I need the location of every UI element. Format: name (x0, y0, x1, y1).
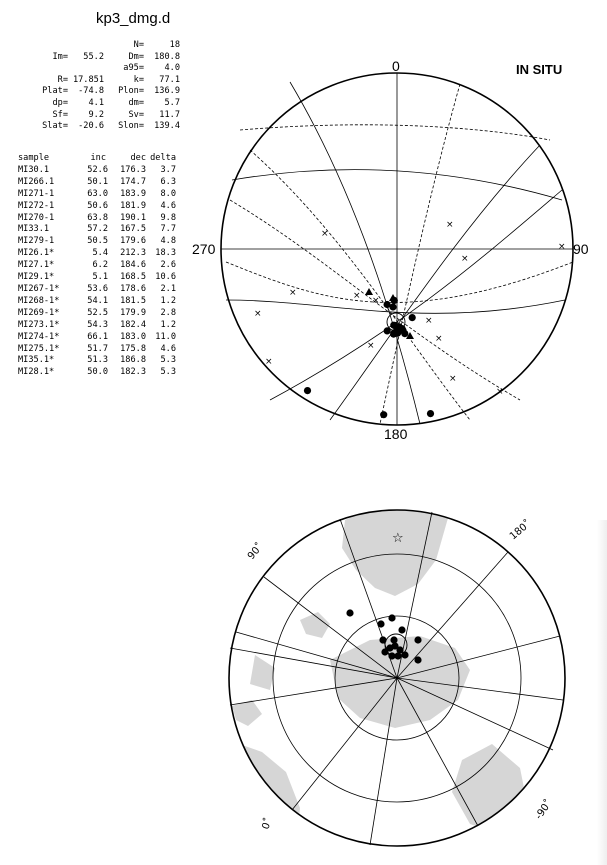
cross-marker: × (435, 334, 443, 344)
stat-value: 4.0 (164, 63, 180, 74)
direction-point (380, 411, 387, 418)
table-cell: 50.0 (87, 367, 108, 378)
vgp-point (388, 614, 395, 621)
in-situ-label: IN SITU (516, 62, 563, 77)
table-cell: 8.0 (160, 188, 176, 199)
table-cell: 57.2 (87, 224, 108, 235)
table-cell: MI29.1* (18, 272, 55, 283)
direction-point (390, 322, 397, 329)
stat-value: 11.7 (159, 109, 180, 120)
stat-value: 77.1 (159, 74, 180, 85)
table-cell: MI27.1* (18, 260, 55, 271)
stat-key: Plat= (42, 86, 68, 97)
table-cell: 168.5 (120, 272, 146, 283)
table-cell: 6.3 (160, 176, 176, 187)
stat-key: a95= (123, 63, 144, 74)
stat-key: N= (133, 40, 144, 50)
west-label: 270 (192, 241, 216, 257)
site-star-icon: ☆ (392, 531, 404, 546)
polar-map (228, 503, 565, 850)
table-cell: 10.6 (155, 272, 176, 283)
table-cell: MI271-1 (18, 188, 55, 199)
table-cell: 190.1 (120, 212, 146, 223)
stat-value: 18 (169, 40, 180, 50)
great-circle (226, 262, 573, 303)
great-circle (380, 84, 460, 424)
table-cell: 4.8 (160, 236, 176, 247)
triangle-marker (365, 288, 373, 295)
stat-value: -20.6 (78, 121, 104, 132)
table-cell: 51.3 (87, 355, 108, 366)
file-title: kp3_dmg.d (96, 10, 171, 27)
cross-marker: × (558, 242, 566, 252)
north-label: 0 (392, 58, 400, 74)
stat-key: Im= (52, 51, 68, 62)
cross-marker: × (289, 288, 297, 298)
stat-key: Dm= (128, 51, 144, 62)
cross-marker: × (367, 341, 375, 351)
table-cell: 50.1 (87, 176, 108, 187)
table-cell: sample (18, 153, 50, 163)
table-cell: 182.4 (120, 319, 146, 330)
table-cell: 63.0 (87, 188, 108, 199)
stat-key: Slon= (118, 121, 144, 132)
table-cell: dec (130, 153, 146, 163)
stat-value: 139.4 (154, 121, 180, 132)
vgp-point (346, 609, 353, 616)
table-cell: inc (90, 153, 106, 163)
table-cell: 1.2 (160, 319, 176, 330)
table-cell: 18.3 (155, 248, 176, 259)
cross-marker: × (353, 291, 361, 301)
cross-marker: × (425, 316, 433, 326)
table-cell: MI274-1* (18, 331, 60, 342)
table-cell: 174.7 (120, 176, 146, 187)
great-circle (270, 190, 562, 400)
table-cell: 63.8 (87, 212, 108, 223)
stat-key: Plon= (118, 86, 144, 97)
table-cell: 183.9 (120, 188, 146, 199)
table-cell: 5.3 (160, 367, 176, 378)
vgp-point (377, 620, 384, 627)
table-cell: 182.3 (120, 367, 146, 378)
direction-point (409, 314, 416, 321)
table-cell: MI26.1* (18, 248, 55, 259)
table-cell: delta (150, 153, 176, 163)
table-cell: 5.4 (92, 248, 108, 259)
table-cell: MI267-1* (18, 283, 60, 294)
vgp-point (414, 636, 421, 643)
cross-marker: × (449, 374, 457, 384)
table-cell: 2.8 (160, 307, 176, 318)
table-cell: 2.1 (160, 283, 176, 294)
stat-key: Sf= (52, 109, 68, 120)
table-cell: 167.5 (120, 224, 146, 235)
table-cell: 52.6 (87, 164, 108, 175)
direction-point (390, 331, 397, 338)
cross-marker: × (461, 254, 469, 264)
table-cell: 66.1 (87, 331, 108, 342)
table-cell: 50.5 (87, 236, 108, 247)
table-cell: 186.8 (120, 355, 146, 366)
table-cell: MI266.1 (18, 176, 55, 187)
stat-key: dp= (52, 97, 68, 108)
table-cell: MI268-1* (18, 295, 60, 306)
stat-value: 17.851 (72, 74, 104, 85)
table-cell: 179.9 (120, 307, 146, 318)
table-cell: MI273.1* (18, 319, 60, 330)
cross-marker: × (265, 357, 273, 367)
table-cell: 50.6 (87, 200, 108, 211)
lon-label-0: 0˚ (260, 816, 275, 832)
stat-key: dm= (128, 97, 144, 108)
south-label: 180 (384, 426, 408, 442)
stat-value: 4.1 (88, 97, 104, 108)
table-cell: 53.6 (87, 283, 108, 294)
vgp-point (401, 651, 408, 658)
table-cell: 11.0 (155, 331, 176, 342)
stat-value: 180.8 (154, 51, 180, 62)
table-cell: 9.8 (160, 212, 176, 223)
table-cell: 54.3 (87, 319, 108, 330)
lon-label-neg90: -90˚ (533, 797, 555, 822)
table-cell: 176.3 (120, 164, 146, 175)
stat-key: Sv= (128, 109, 144, 120)
cross-marker: × (254, 309, 262, 319)
table-cell: 54.1 (87, 295, 108, 306)
cross-marker: × (372, 296, 380, 306)
table-cell: 5.1 (92, 272, 108, 283)
stat-value: -74.8 (78, 86, 104, 97)
lon-label-180: 180˚ (507, 518, 534, 543)
direction-point (304, 387, 311, 394)
vgp-point (390, 636, 397, 643)
table-cell: MI272-1 (18, 200, 55, 211)
table-cell: MI275.1* (18, 343, 60, 354)
vgp-point (414, 656, 421, 663)
great-circle (240, 125, 550, 140)
stat-value: 9.2 (88, 109, 104, 120)
stereonet (221, 73, 573, 425)
table-cell: 181.5 (120, 295, 146, 306)
table-cell: 178.6 (120, 283, 146, 294)
great-circle (250, 150, 470, 420)
page-shadow (597, 520, 607, 865)
table-cell: 3.7 (160, 164, 176, 175)
table-cell: MI30.1 (18, 164, 50, 175)
table-cell: MI279-1 (18, 236, 55, 247)
table-cell: 7.7 (160, 224, 176, 235)
stat-value: 5.7 (164, 97, 180, 108)
table-cell: MI33.1 (18, 224, 50, 235)
table-cell: 179.6 (120, 236, 146, 247)
table-cell: 181.9 (120, 200, 146, 211)
table-cell: 51.7 (87, 343, 108, 354)
direction-point (384, 301, 391, 308)
table-cell: 52.5 (87, 307, 108, 318)
table-cell: 212.3 (120, 248, 146, 259)
stat-key: Slat= (42, 121, 68, 132)
table-cell: MI270-1 (18, 212, 55, 223)
lon-label-90: 90˚ (245, 541, 266, 562)
table-cell: 5.3 (160, 355, 176, 366)
table-cell: MI35.1* (18, 355, 55, 366)
table-cell: MI269-1* (18, 307, 60, 318)
table-cell: 175.8 (120, 343, 146, 354)
cross-marker: × (321, 229, 329, 239)
stat-key: k= (133, 74, 144, 85)
east-label: 90 (573, 241, 589, 257)
table-cell: 2.6 (160, 260, 176, 271)
table-cell: 184.6 (120, 260, 146, 271)
stat-value: 136.9 (154, 86, 180, 97)
table-cell: 6.2 (92, 260, 108, 271)
table-cell: 183.0 (120, 331, 146, 342)
vgp-point (398, 626, 405, 633)
table-cell: 1.2 (160, 295, 176, 306)
table-cell: 4.6 (160, 343, 176, 354)
cross-marker: × (496, 387, 504, 397)
stat-key: R= (57, 74, 68, 85)
cross-marker: × (446, 220, 454, 230)
table-cell: 4.6 (160, 200, 176, 211)
direction-point (427, 410, 434, 417)
stat-value: 55.2 (83, 51, 104, 62)
table-cell: MI28.1* (18, 367, 55, 378)
